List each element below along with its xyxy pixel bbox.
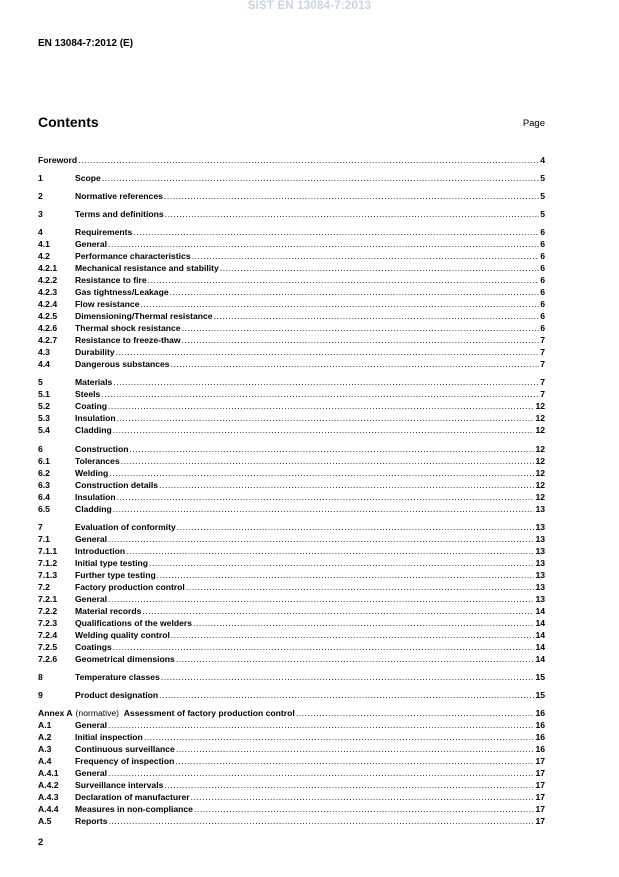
toc-entry[interactable] [38,424,545,436]
toc-entry-title: Insulation [75,413,116,423]
toc-dot-leader [101,388,539,400]
toc-entry-title: Cladding [75,504,112,514]
toc-entry-page: 17 [535,780,545,790]
toc-entry[interactable] [38,779,545,791]
toc-entry-page: 14 [535,642,545,652]
toc-entry-title: Thermal shock resistance [75,323,181,333]
toc-dot-leader [108,533,534,545]
toc-entry-page: 6 [540,287,545,297]
toc-entry-title: Durability [75,347,115,357]
toc-entry-page: 13 [535,534,545,544]
toc-entry[interactable] [38,376,545,388]
toc-entry-title: Scope [75,173,101,183]
toc-entry-page: 6 [540,227,545,237]
toc-entry-title: Frequency of inspection [75,756,175,766]
toc-dot-leader [113,641,535,653]
toc-entry[interactable] [38,755,545,767]
toc-entry-title: Assessment of factory production control [123,708,295,718]
toc-entry-title: Surveillance intervals [75,780,164,790]
toc-entry-number: 6 [38,444,43,454]
toc-entry[interactable] [38,767,545,779]
toc-entry[interactable] [38,791,545,803]
toc-dot-leader [108,815,534,827]
toc-entry[interactable] [38,803,545,815]
toc-entry[interactable] [38,226,545,238]
toc-dot-leader [170,286,540,298]
toc-entry-number: Annex A [38,708,73,718]
toc-entry-title: Terms and definitions [75,209,164,219]
toc-entry-title: Continuous surveillance [75,744,175,754]
toc-entry-number: 4.2.3 [38,287,58,297]
toc-entry-number: 3 [38,209,43,219]
toc-entry[interactable] [38,491,545,503]
toc-entry-title: Dangerous substances [75,359,170,369]
toc-entry[interactable] [38,322,545,334]
toc-entry[interactable] [38,334,545,346]
toc-entry-title: Gas tightness/Leakage [75,287,169,297]
page-title: Contents [38,114,99,130]
toc-entry[interactable] [38,388,545,400]
toc-entry[interactable] [38,629,545,641]
toc-entry-title: General [75,239,108,249]
toc-dot-leader [117,412,535,424]
toc-entry-page: 6 [540,311,545,321]
toc-entry-page: 13 [535,546,545,556]
toc-entry-title: General [75,768,108,778]
toc-entry-title: Qualifications of the welders [75,618,192,628]
toc-dot-leader [108,238,539,250]
toc-entry-page: 12 [535,444,545,454]
toc-entry-number: 8 [38,672,43,682]
toc-entry-title: Temperature classes [75,672,160,682]
toc-entry-number: 5.1 [38,389,50,399]
toc-entry[interactable] [38,412,545,424]
toc-entry[interactable] [38,581,545,593]
toc-dot-leader [116,346,540,358]
toc-entry[interactable] [38,479,545,491]
toc-entry[interactable] [38,617,545,629]
toc-entry-page: 16 [535,720,545,730]
toc-entry-number: 7.1.2 [38,558,58,568]
toc-entry[interactable] [38,521,545,533]
toc-entry-title: Coatings [75,642,112,652]
toc-entry-page: 5 [540,209,545,219]
toc-entry-page: 12 [535,468,545,478]
toc-entry-page: 12 [535,480,545,490]
toc-dot-leader [171,358,540,370]
toc-entry-page: 14 [535,606,545,616]
toc-entry[interactable] [38,605,545,617]
toc-entry-number: 5 [38,377,43,387]
toc-entry-number: 7 [38,522,43,532]
toc-entry-number: A.3 [38,744,52,754]
toc-entry[interactable] [38,815,545,827]
toc-entry-page: 15 [535,690,545,700]
toc-entry[interactable] [38,154,545,166]
toc-entry-annex-type: (normative) [75,708,120,718]
toc-entry-page: 13 [535,522,545,532]
toc-dot-leader [108,400,534,412]
toc-entry-page: 5 [540,191,545,201]
toc-entry-title: Materials [75,377,113,387]
toc-entry[interactable] [38,557,545,569]
toc-entry-page: 7 [540,359,545,369]
toc-entry-number: 7.1.3 [38,570,58,580]
toc-entry-title: Mechanical resistance and stability [75,263,219,273]
toc-entry-number: 4.4 [38,359,50,369]
toc-entry-title: Reports [75,816,108,826]
toc-entry-page: 15 [535,672,545,682]
toc-dot-leader [129,443,534,455]
toc-entry[interactable] [38,533,545,545]
toc-entry-page: 5 [540,173,545,183]
toc-entry-number: 6.2 [38,468,50,478]
toc-entry-title: Product designation [75,690,159,700]
toc-entry[interactable] [38,731,545,743]
toc-dot-leader [148,274,540,286]
toc-entry-number: 7.2.4 [38,630,58,640]
toc-entry-number: A.4 [38,756,52,766]
toc-dot-leader [192,250,540,262]
toc-dot-leader [121,455,535,467]
toc-dot-leader [159,479,534,491]
toc-entry-page: 12 [535,492,545,502]
toc-entry-title: Further type testing [75,570,156,580]
toc-dot-leader [157,569,535,581]
toc-entry[interactable] [38,262,545,274]
toc-dot-leader [113,424,535,436]
toc-entry[interactable] [38,503,545,515]
toc-entry-number: A.4.4 [38,804,59,814]
toc-entry-number: 4 [38,227,43,237]
toc-entry-title: Performance characteristics [75,251,191,261]
toc-dot-leader [140,298,539,310]
toc-entry-title: Measures in non-compliance [75,804,193,814]
toc-dot-leader [191,791,535,803]
toc-entry[interactable] [38,743,545,755]
toc-entry-page: 6 [540,263,545,273]
toc-entry[interactable] [38,238,545,250]
toc-entry-page: 17 [535,804,545,814]
toc-entry-page: 16 [535,732,545,742]
toc-entry-number: 4.2.2 [38,275,58,285]
page-number: 2 [38,837,44,848]
toc-entry-number: 2 [38,191,43,201]
toc-entry-number: A.5 [38,816,52,826]
toc-dot-leader [186,581,535,593]
toc-entry-page: 6 [540,239,545,249]
toc-entry-number: 4.2 [38,251,50,261]
toc-entry[interactable] [38,545,545,557]
toc-dot-leader [164,779,534,791]
toc-entry-page: 14 [535,630,545,640]
toc-entry-page: 7 [540,347,545,357]
toc-entry-page: 7 [540,389,545,399]
toc-entry-page: 4 [540,155,545,165]
toc-entry-number: 7.2.2 [38,606,58,616]
toc-entry-number: 7.2 [38,582,50,592]
toc-entry-number: A.4.3 [38,792,59,802]
toc-dot-leader [296,707,535,719]
watermark-text: SIST EN 13084-7:2013 [247,0,372,12]
toc-entry-page: 13 [535,570,545,580]
toc-entry-number: 7.2.3 [38,618,58,628]
toc-entry-page: 17 [535,792,545,802]
toc-dot-leader [142,605,534,617]
toc-dot-leader [117,491,535,503]
toc-entry-title: Declaration of manufacturer [75,792,190,802]
toc-dot-leader [171,629,535,641]
toc-entry[interactable] [38,358,545,370]
toc-entry-number: 7.1.1 [38,546,58,556]
toc-entry-page: 12 [535,456,545,466]
toc-entry-number: A.4.2 [38,780,59,790]
toc-dot-leader [214,310,540,322]
toc-entry-title: General [75,534,108,544]
toc-dot-leader [161,671,535,683]
toc-entry-page: 17 [535,816,545,826]
toc-entry-page: 13 [535,504,545,514]
toc-entry-title: Foreword [38,155,78,165]
toc-entry-title: Welding quality control [75,630,170,640]
toc-entry-title: Insulation [75,492,116,502]
toc-entry-number: 6.1 [38,456,50,466]
toc-entry-title: Coating [75,401,107,411]
toc-entry[interactable] [38,653,545,665]
toc-dot-leader [78,154,539,166]
toc-entry[interactable] [38,208,545,220]
toc-entry-number: A.4.1 [38,768,59,778]
toc-dot-leader [109,467,534,479]
toc-entry-number: 4.2.6 [38,323,58,333]
toc-entry-page: 17 [535,756,545,766]
toc-entry[interactable] [38,346,545,358]
toc-dot-leader [176,653,535,665]
toc-entry-number: 4.3 [38,347,50,357]
toc-entry-number: 4.2.4 [38,299,58,309]
toc-entry-number: 9 [38,690,43,700]
toc-entry[interactable] [38,310,545,322]
toc-entry-title: Cladding [75,425,112,435]
toc-entry-title: Initial type testing [75,558,149,568]
toc-entry[interactable] [38,593,545,605]
toc-entry-title: Construction details [75,480,159,490]
toc-entry-title: Material records [75,606,142,616]
toc-entry[interactable] [38,286,545,298]
toc-entry-number: 6.3 [38,480,50,490]
toc-entry-number: 7.1 [38,534,50,544]
toc-entry-page: 7 [540,335,545,345]
toc-entry[interactable] [38,707,545,719]
table-of-contents [38,0,545,877]
toc-entry-number: 7.2.6 [38,654,58,664]
toc-entry-page: 13 [535,558,545,568]
toc-entry-number: A.2 [38,732,52,742]
toc-entry-number: 6.4 [38,492,50,502]
toc-dot-leader [165,208,540,220]
toc-entry-page: 16 [535,708,545,718]
toc-dot-leader [164,190,539,202]
document-id: EN 13084-7:2012 (E) [38,38,134,49]
toc-entry[interactable] [38,443,545,455]
toc-entry-number: 6.5 [38,504,50,514]
toc-entry-title: Initial inspection [75,732,143,742]
toc-dot-leader [133,226,539,238]
toc-entry-title: Tolerances [75,456,120,466]
toc-entry-number: 5.3 [38,413,50,423]
toc-entry-title: Steels [75,389,101,399]
toc-entry-number: 7.2.5 [38,642,58,652]
toc-dot-leader [182,322,540,334]
toc-entry-page: 12 [535,413,545,423]
toc-dot-leader [113,376,539,388]
toc-entry-title: Welding [75,468,109,478]
toc-dot-leader [102,172,539,184]
toc-entry[interactable] [38,274,545,286]
toc-entry-title: Resistance to freeze-thaw [75,335,181,345]
toc-dot-leader [144,731,535,743]
toc-dot-leader [182,334,540,346]
toc-entry[interactable] [38,400,545,412]
toc-entry-number: 4.2.7 [38,335,58,345]
toc-entry-page: 12 [535,401,545,411]
toc-entry-page: 14 [535,654,545,664]
page-column-label: Page [522,118,545,129]
toc-entry-title: Evaluation of conformity [75,522,176,532]
toc-entry-title: Requirements [75,227,133,237]
toc-entry-number: 1 [38,173,43,183]
toc-entry-title: Dimensioning/Thermal resistance [75,311,213,321]
toc-entry-page: 16 [535,744,545,754]
toc-entry-page: 13 [535,594,545,604]
toc-dot-leader [193,617,534,629]
toc-dot-leader [108,593,534,605]
toc-entry[interactable] [38,455,545,467]
toc-entry[interactable] [38,641,545,653]
toc-entry-number: 4.2.1 [38,263,58,273]
toc-dot-leader [113,503,535,515]
toc-entry-page: 6 [540,323,545,333]
toc-dot-leader [177,521,535,533]
toc-entry[interactable] [38,190,545,202]
toc-entry-page: 12 [535,425,545,435]
toc-entry-page: 13 [535,582,545,592]
toc-entry-number: A.1 [38,720,52,730]
toc-dot-leader [108,719,534,731]
toc-entry-title: Construction [75,444,129,454]
toc-dot-leader [175,755,534,767]
toc-entry-number: 4.2.5 [38,311,58,321]
toc-entry[interactable] [38,719,545,731]
toc-entry-title: General [75,720,108,730]
toc-entry[interactable] [38,467,545,479]
toc-entry-page: 6 [540,275,545,285]
toc-dot-leader [159,689,534,701]
toc-entry-number: 7.2.1 [38,594,58,604]
toc-entry-number: 5.4 [38,425,50,435]
toc-dot-leader [108,767,534,779]
toc-entry-number: 4.1 [38,239,50,249]
toc-entry-page: 14 [535,618,545,628]
toc-entry-title: General [75,594,108,604]
toc-entry-number: 5.2 [38,401,50,411]
toc-entry[interactable] [38,671,545,683]
toc-entry[interactable] [38,298,545,310]
toc-entry[interactable] [38,172,545,184]
toc-entry-page: 17 [535,768,545,778]
toc-dot-leader [176,743,535,755]
toc-entry[interactable] [38,569,545,581]
toc-entry-page: 6 [540,299,545,309]
toc-entry-title: Geometrical dimensions [75,654,175,664]
toc-dot-leader [126,545,534,557]
toc-entry-title: Flow resistance [75,299,140,309]
toc-entry-page: 6 [540,251,545,261]
toc-dot-leader [220,262,539,274]
toc-entry-title: Factory production control [75,582,185,592]
toc-entry-title: Introduction [75,546,126,556]
toc-entry-title: Normative references [75,191,163,201]
toc-entry[interactable] [38,250,545,262]
toc-dot-leader [149,557,534,569]
toc-entry-page: 7 [540,377,545,387]
toc-dot-leader [194,803,534,815]
toc-entry[interactable] [38,689,545,701]
toc-entry-title: Resistance to fire [75,275,147,285]
